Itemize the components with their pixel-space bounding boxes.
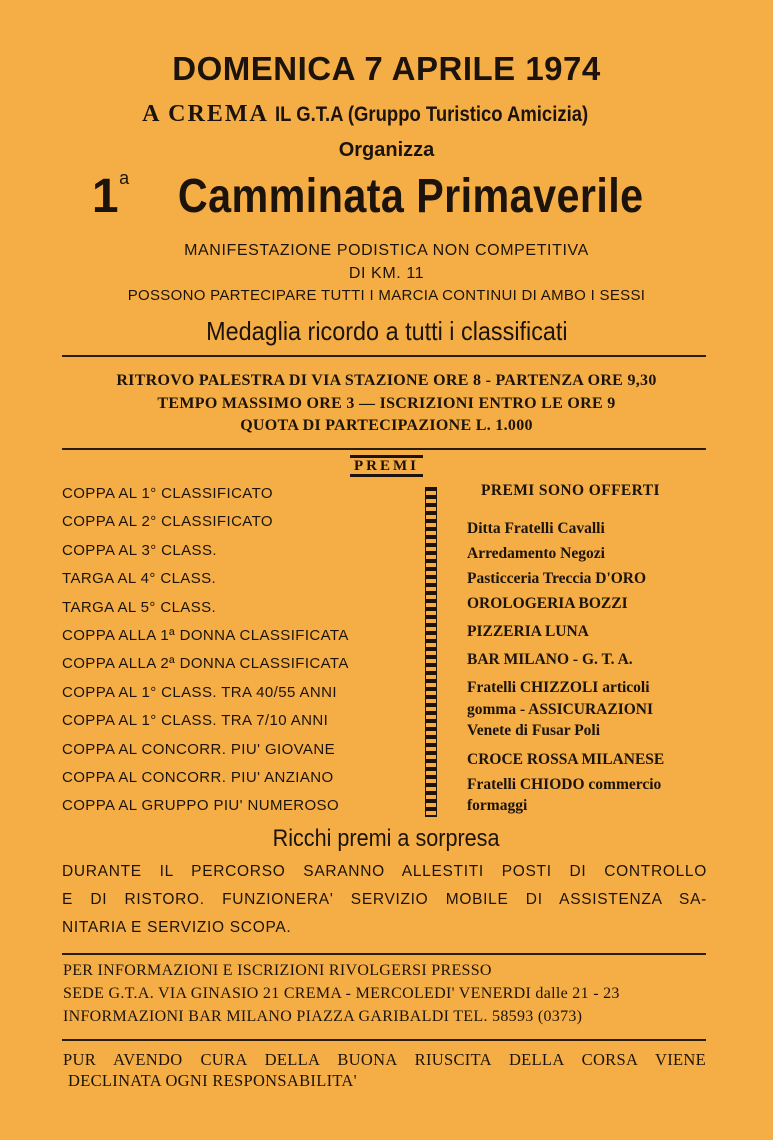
prize-item: COPPA AL GRUPPO PIU' NUMEROSO (62, 797, 340, 815)
prize-item: COPPA ALLA 2ª DONNA CLASSIFICATA (62, 655, 349, 673)
event-title (0, 168, 773, 224)
contact-line-2: SEDE G.T.A. VIA GINASIO 21 CREMA - MERCOLEDI' VENERDI dalle 21 - 23 (63, 985, 620, 1002)
city-name: A CREMA (142, 101, 269, 127)
title-text: Camminata Primaverile (177, 170, 644, 223)
prize-list (62, 484, 422, 825)
disclaimer-line-2: DECLINATA OGNI RESPONSABILITA' (68, 1071, 357, 1090)
premi-heading (0, 458, 773, 475)
info-line-1: RITROVO PALESTRA DI VIA STAZIONE ORE 8 - PARTENZA ORE 9,30 (116, 372, 657, 389)
prize-item: COPPA AL CONCORR. PIU' ANZIANO (62, 768, 334, 786)
subtitle-1: MANIFESTAZIONE PODISTICA NON COMPETITIVA (184, 242, 589, 259)
sponsor-item: BAR MILANO - G. T. A. (467, 651, 633, 668)
sponsor-item: Arredamento Negozi (467, 545, 605, 562)
description-line-1: DURANTE IL PERCORSO SARANNO ALLESTITI POSTI DI CONTROLLO (62, 863, 707, 880)
info-line-2: TEMPO MASSIMO ORE 3 — ISCRIZIONI ENTRO LE ORE 9 (157, 395, 616, 412)
premi-heading-text: PREMI (350, 455, 423, 477)
medal-text: Medaglia ricordo a tutti i classificati (205, 316, 568, 346)
disclaimer-line-1: PUR AVENDO CURA DELLA BUONA RIUSCITA DELLA CORSA VIENE (63, 1050, 706, 1069)
sponsor-item: Venete di Fusar Poli (467, 722, 601, 739)
subtitle-2: DI KM. 11 (348, 265, 425, 282)
event-date: DOMENICA 7 APRILE 1974 (172, 50, 601, 87)
organizer-line (0, 101, 773, 128)
sponsor-item: formaggi (467, 797, 528, 814)
divider-rule (62, 355, 706, 357)
divider-rule (62, 448, 706, 450)
organizer-name: IL G.T.A (Gruppo Turistico Amicizia) (274, 103, 589, 126)
description-line-3: NITARIA E SERVIZIO SCOPA. (62, 919, 292, 936)
description-line-2: E DI RISTORO. FUNZIONERA' SERVIZIO MOBILE DI ASSISTENZA SA- (62, 891, 707, 908)
prize-item: COPPA AL 1° CLASS. TRA 7/10 ANNI (62, 712, 329, 730)
sponsor-item: gomma - ASSICURAZIONI (467, 701, 654, 718)
organizza-label: Organizza (338, 139, 435, 161)
sponsor-item: Fratelli CHIODO commercio (467, 776, 662, 793)
sponsor-item: PIZZERIA LUNA (467, 623, 589, 640)
prize-item: COPPA AL 3° CLASS. (62, 541, 217, 559)
surprise-text: Ricchi premi a sorpresa (273, 825, 500, 852)
sponsor-item: Ditta Fratelli Cavalli (467, 520, 605, 537)
checkered-divider (425, 487, 437, 817)
surprise-line (0, 825, 773, 853)
prize-item: COPPA AL 1° CLASSIFICATO (62, 485, 273, 502)
edition-number: 1 (91, 170, 120, 223)
medal-line (0, 316, 773, 347)
prize-item: TARGA AL 4° CLASS. (62, 570, 217, 588)
divider-rule (62, 1039, 706, 1041)
prize-item: COPPA AL 1° CLASS. TRA 40/55 ANNI (62, 683, 337, 701)
prize-item: COPPA AL 2° CLASSIFICATO (62, 513, 273, 531)
divider-rule (62, 953, 706, 955)
prize-item: COPPA ALLA 1ª DONNA CLASSIFICATA (62, 626, 349, 644)
contact-line-1: PER INFORMAZIONI E ISCRIZIONI RIVOLGERSI PRESSO (63, 962, 492, 979)
prize-item: TARGA AL 5° CLASS. (62, 598, 217, 616)
contact-line-3: INFORMAZIONI BAR MILANO PIAZZA GARIBALDI TEL. 58593 (0373) (63, 1008, 583, 1025)
edition-suffix: a (119, 168, 130, 188)
sponsor-item: OROLOGERIA BOZZI (467, 595, 628, 612)
sponsor-item: Pasticceria Treccia D'ORO (467, 570, 647, 587)
sponsor-item: Fratelli CHIZZOLI articoli (467, 679, 650, 696)
sponsor-item: CROCE ROSSA MILANESE (467, 751, 665, 768)
sponsors-heading: PREMI SONO OFFERTI (481, 482, 660, 499)
info-line-3: QUOTA DI PARTECIPAZIONE L. 1.000 (240, 417, 533, 434)
prize-item: COPPA AL CONCORR. PIU' GIOVANE (62, 740, 335, 758)
subtitle-3: POSSONO PARTECIPARE TUTTI I MARCIA CONTINUI DI AMBO I SESSI (127, 287, 646, 304)
